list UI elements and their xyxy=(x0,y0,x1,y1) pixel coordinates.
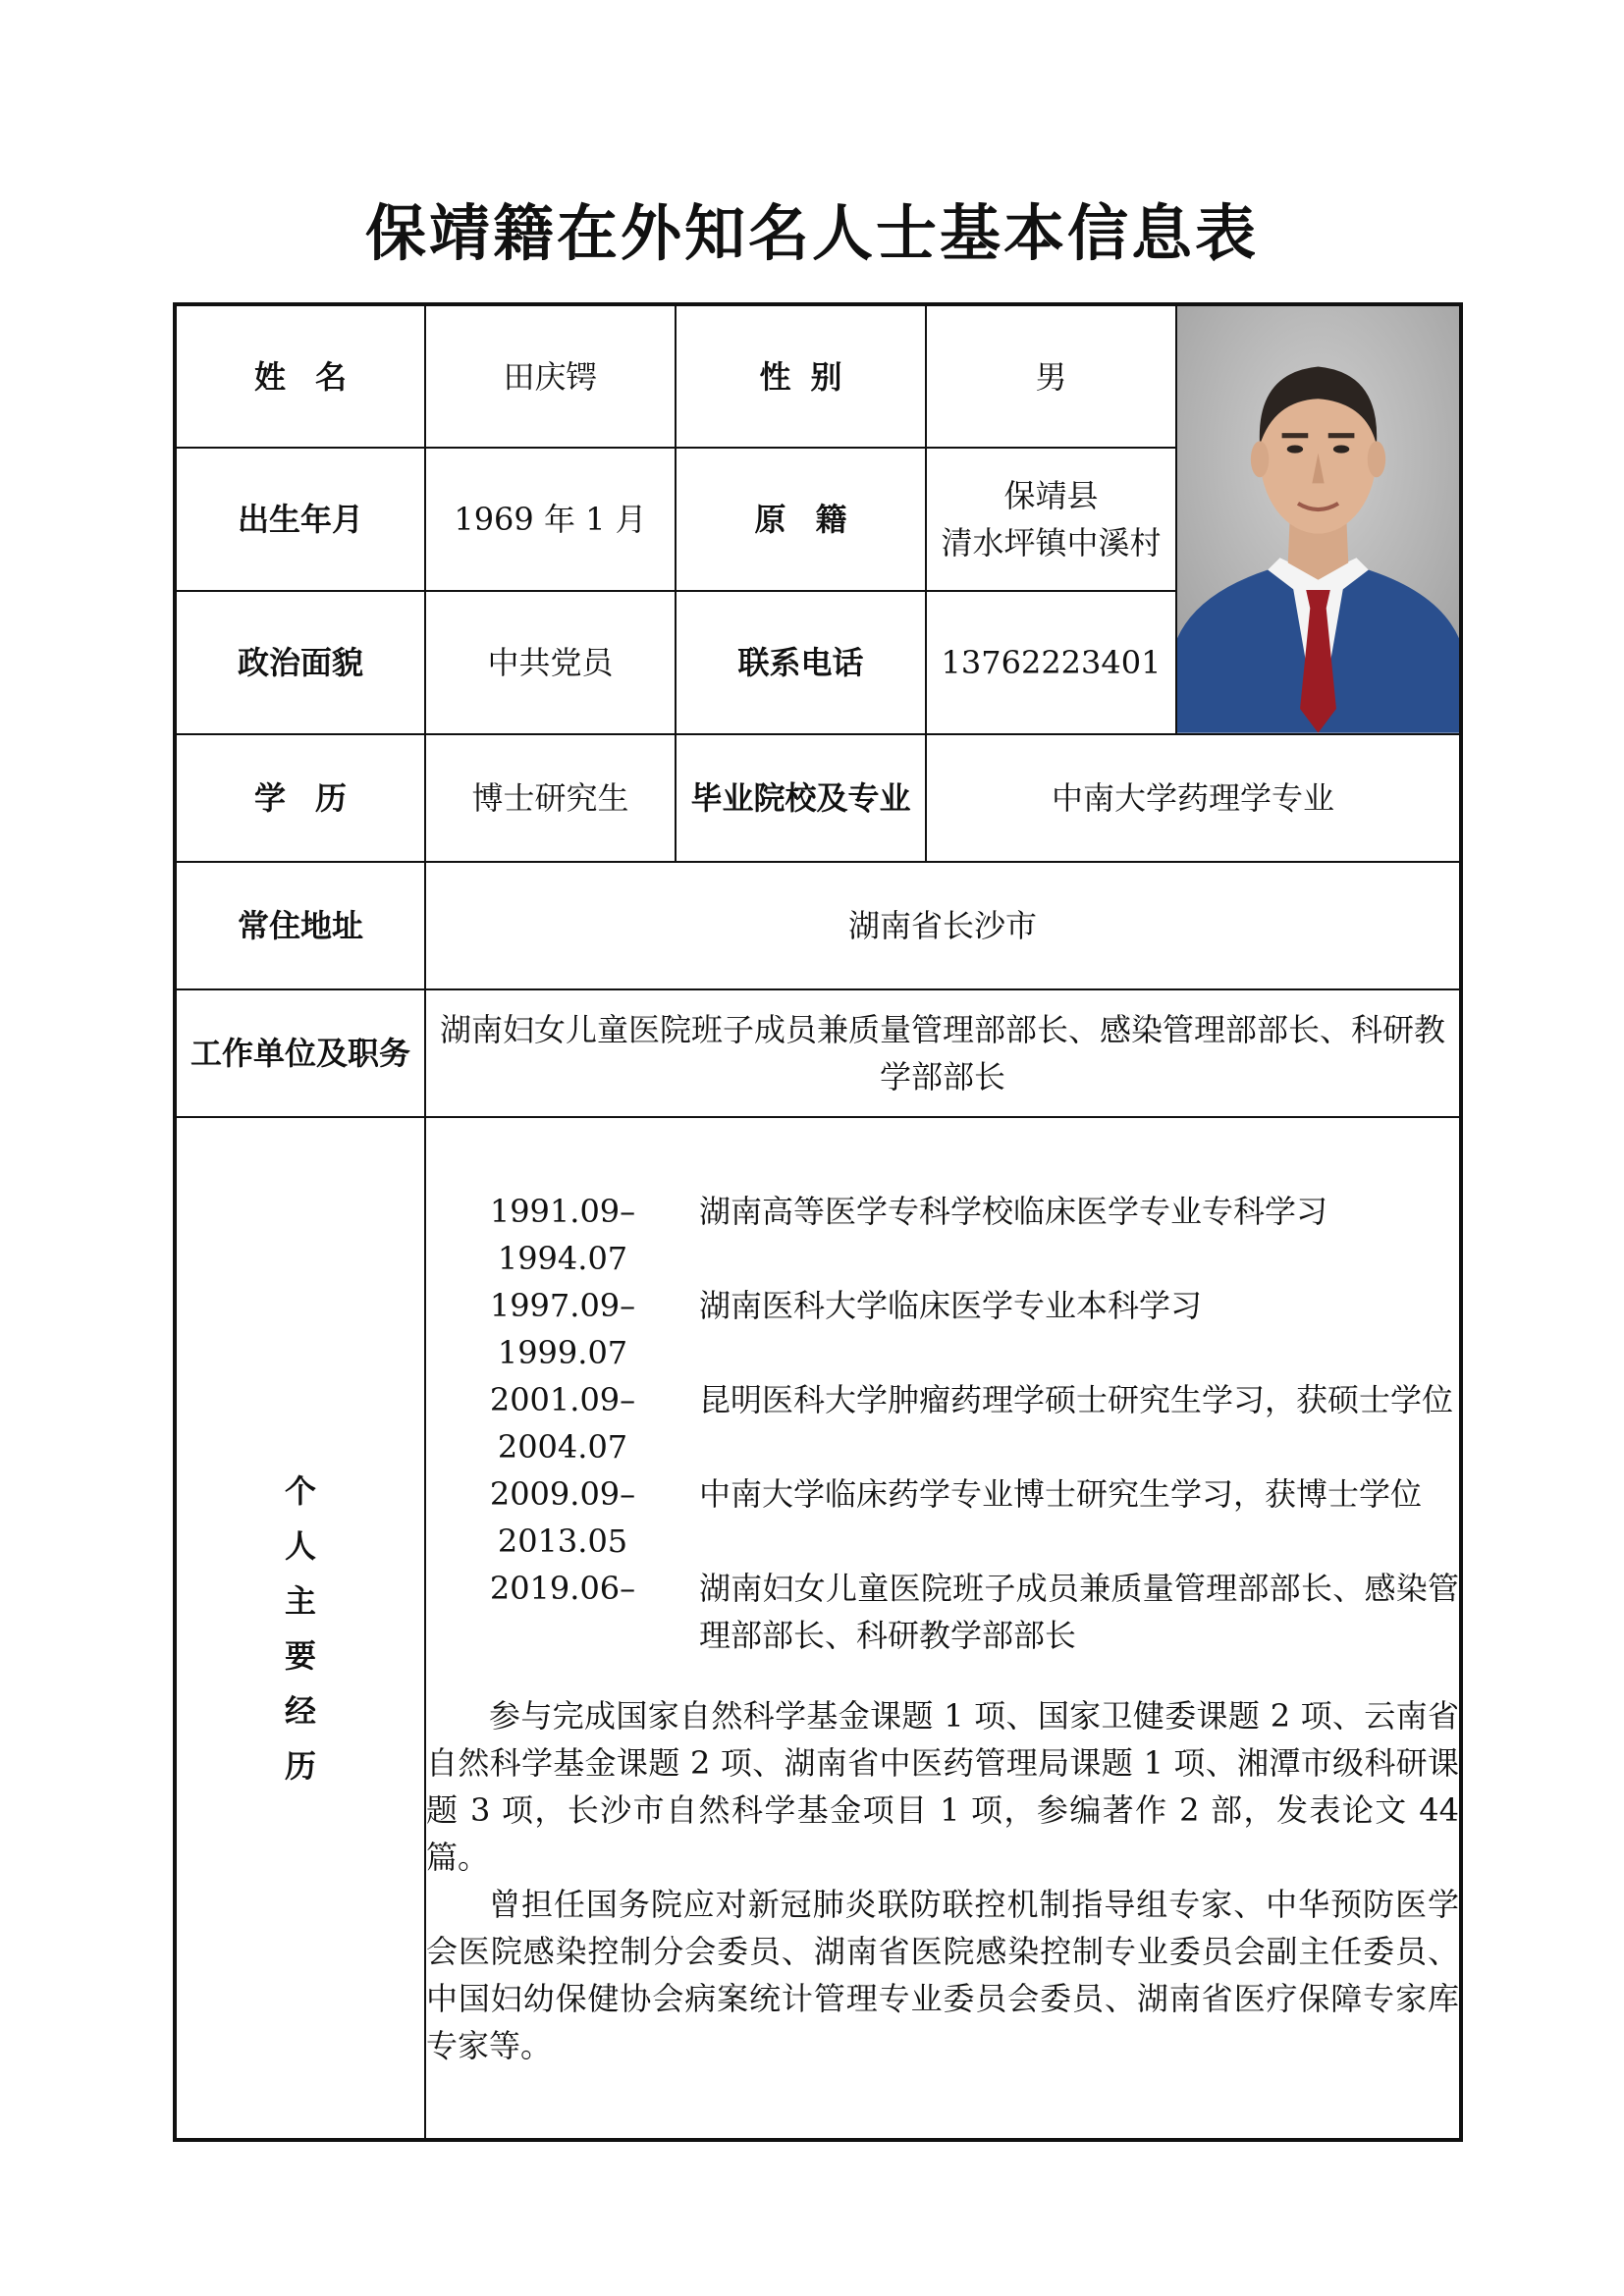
experience-date: 2009.09–2013.05 xyxy=(489,1474,636,1560)
experience-label-char: 人 xyxy=(284,1526,316,1565)
experience-label-char: 历 xyxy=(284,1746,316,1785)
experience-text: 湖南高等医学专科学校临床医学专业专科学习 xyxy=(699,1192,1328,1230)
experience-label-char: 主 xyxy=(284,1581,316,1620)
experience-text: 中南大学临床药学专业博士研究生学习，获博士学位 xyxy=(699,1474,1423,1513)
work-label: 工作单位及职务 xyxy=(175,989,425,1117)
phone-value: 13762223401 xyxy=(926,591,1176,734)
experience-date: 1991.09–1994.07 xyxy=(489,1192,636,1277)
positions-paragraph: 曾担任国务院应对新冠肺炎联防联控机制指导组专家、中华预防医学会医院感染控制分会委员、湖南省医院感染控制专业委员会副主任委员、中国妇幼保健协会病案统计管理专业委员会委员、湖南省医疗保障专家库专家等。 xyxy=(426,1885,1459,2064)
row-experience xyxy=(175,1117,1461,2140)
politics-value: 中共党员 xyxy=(425,591,676,734)
research-paragraph: 参与完成国家自然科学基金课题 1 项、国家卫健委课题 2 项、云南省自然科学基金课题 2 项、湖南省中医药管理局课题 1 项、湘潭市级科研课题 3 项，长沙市自然科学基金项目 1 项，参编著作 2 部，发表论文 44 篇。 xyxy=(426,1696,1459,1876)
experience-content xyxy=(425,1117,1461,2140)
experience-entry xyxy=(426,1376,1459,1470)
school-label: 毕业院校及专业 xyxy=(676,734,926,862)
row-address xyxy=(175,862,1461,989)
experience-label xyxy=(175,1117,425,2140)
experience-date: 2001.09–2004.07 xyxy=(489,1380,636,1466)
experience-date: 1997.09–1999.07 xyxy=(489,1286,636,1371)
experience-label-char: 经 xyxy=(284,1691,316,1730)
birth-label: 出生年月 xyxy=(175,448,425,591)
gender-label-cell xyxy=(676,304,926,448)
experience-text: 昆明医科大学肿瘤药理学硕士研究生学习，获硕士学位 xyxy=(699,1380,1454,1418)
experience-label-char: 个 xyxy=(284,1471,316,1510)
page-title: 保靖籍在外知名人士基本信息表 xyxy=(364,197,1259,269)
education-label: 学历 xyxy=(253,779,376,817)
address-value: 湖南省长沙市 xyxy=(425,862,1461,989)
experience-entry xyxy=(426,1470,1459,1565)
origin-label-cell xyxy=(676,448,926,591)
work-value: 湖南妇女儿童医院班子成员兼质量管理部部长、感染管理部部长、科研教学部部长 xyxy=(425,989,1461,1117)
gender-label: 性别 xyxy=(759,357,862,396)
experience-entry xyxy=(426,1188,1459,1282)
row-name xyxy=(175,304,1461,448)
education-value: 博士研究生 xyxy=(425,734,676,862)
gender-value: 男 xyxy=(926,304,1176,448)
portrait-photo xyxy=(1177,306,1459,733)
school-value: 中南大学药理学专业 xyxy=(926,734,1461,862)
address-label: 常住地址 xyxy=(175,862,425,989)
experience-entry xyxy=(426,1282,1459,1376)
info-table xyxy=(173,302,1463,2142)
experience-text: 湖南妇女儿童医院班子成员兼质量管理部部长、感染管理部部长、科研教学部部长 xyxy=(699,1569,1459,1654)
name-label: 姓名 xyxy=(253,357,376,396)
politics-label: 政治面貌 xyxy=(175,591,425,734)
origin-line1: 保靖县 xyxy=(1003,477,1099,514)
row-work xyxy=(175,989,1461,1117)
education-label-cell xyxy=(175,734,425,862)
experience-entry xyxy=(426,1565,1459,1659)
name-value: 田庆锷 xyxy=(425,304,676,448)
photo-cell xyxy=(1176,304,1461,734)
phone-label: 联系电话 xyxy=(676,591,926,734)
experience-text: 湖南医科大学临床医学专业本科学习 xyxy=(699,1286,1203,1324)
origin-label: 原籍 xyxy=(754,501,877,538)
origin-line2: 清水坪镇中溪村 xyxy=(941,524,1162,561)
name-label-cell xyxy=(175,304,425,448)
experience-label-char: 要 xyxy=(284,1636,316,1675)
birth-value: 1969 年 1 月 xyxy=(425,448,676,591)
origin-value xyxy=(926,448,1176,591)
row-education xyxy=(175,734,1461,862)
experience-date: 2019.06– xyxy=(489,1569,636,1607)
